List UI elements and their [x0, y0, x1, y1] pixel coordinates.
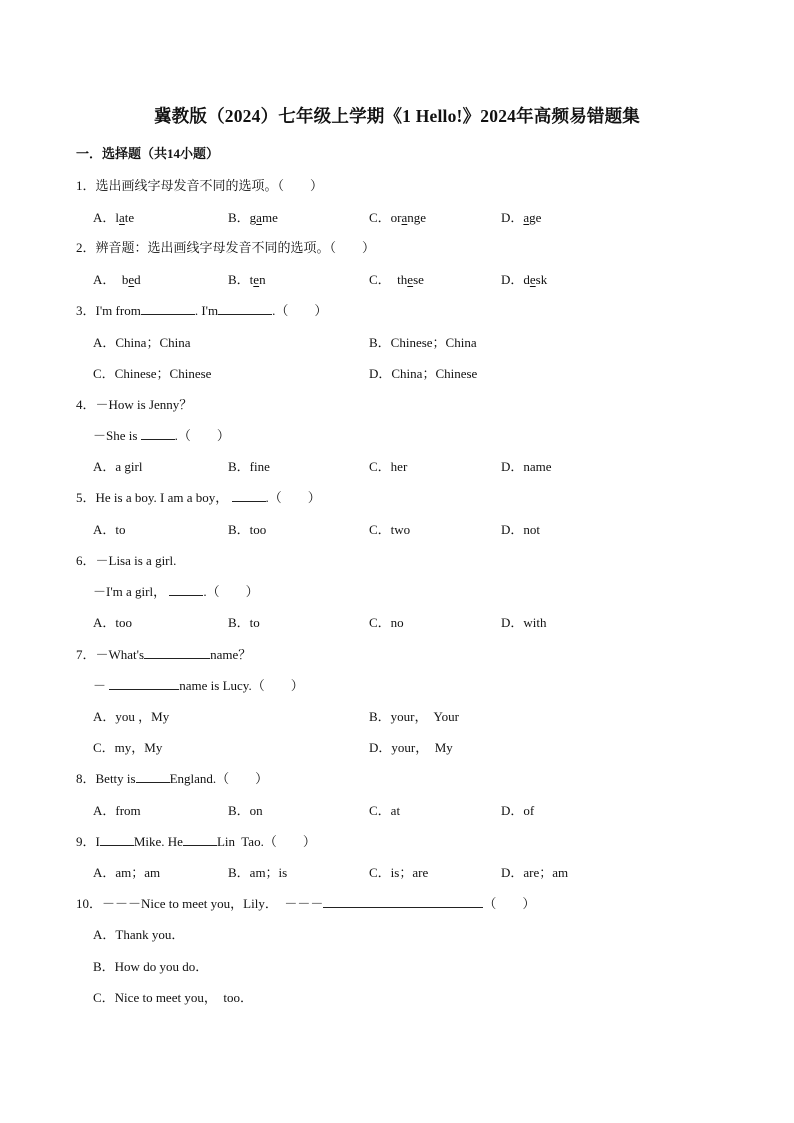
question-3-option-b[interactable]: B．Chinese；China — [369, 335, 477, 350]
question-6-stem: 6．－Lisa is a girl. — [76, 553, 177, 568]
question-10-option-a[interactable]: A．Thank you． — [93, 927, 185, 942]
question-9-option-b[interactable]: B．am；is — [228, 865, 288, 880]
question-5-stem: 5．He is a boy. I am a boy， .（ ） — [76, 490, 321, 505]
question-6-option-a[interactable]: A．too — [93, 615, 133, 630]
question-7-stem: 7．－What's name？ — [76, 647, 252, 662]
question-7-option-b[interactable]: B．your， Your — [369, 709, 459, 724]
question-8-option-c[interactable]: C．at — [369, 803, 401, 818]
question-6-option-b[interactable]: B．to — [228, 615, 260, 630]
question-8-stem: 8．Betty is England.（ ） — [76, 771, 269, 786]
question-9-stem: 9．I Mike. He Lin Tao.（ ） — [76, 834, 316, 849]
question-1-option-d[interactable]: D．age — [501, 210, 542, 225]
question-4-stem: 4．－How is Jenny？ — [76, 397, 193, 412]
question-4-option-c[interactable]: C．her — [369, 459, 408, 474]
question-6-option-c[interactable]: C．no — [369, 615, 404, 630]
question-5-option-b[interactable]: B．too — [228, 522, 267, 537]
question-2-option-b[interactable]: B．ten — [228, 272, 266, 287]
question-10-option-b[interactable]: B．How do you do． — [93, 959, 209, 974]
question-3-stem: 3．I'm from . I'm .（ ） — [76, 303, 328, 318]
question-8-option-a[interactable]: A．from — [93, 803, 141, 818]
question-7-option-d[interactable]: D．your， My — [369, 740, 453, 755]
question-7-response: － name is Lucy.（ ） — [93, 678, 304, 693]
question-3-option-a[interactable]: A．China；China — [93, 335, 191, 350]
question-2-option-d[interactable]: D．desk — [501, 272, 548, 287]
question-4-option-a[interactable]: A．a girl — [93, 459, 143, 474]
question-10-option-c[interactable]: C．Nice to meet you， too． — [93, 990, 253, 1005]
question-4-response: －She is .（ ） — [93, 428, 230, 443]
question-7-option-a[interactable]: A．you ，My — [93, 709, 170, 724]
question-1-option-c[interactable]: C．orange — [369, 210, 427, 225]
question-8-option-d[interactable]: D．of — [501, 803, 535, 818]
question-8-option-b[interactable]: B．on — [228, 803, 263, 818]
page-title: 冀教版（2024）七年级上学期《1 Hello!》2024年高频易错题集 — [153, 106, 640, 126]
question-6-option-d[interactable]: D．with — [501, 615, 547, 630]
question-5-option-d[interactable]: D．not — [501, 522, 541, 537]
question-9-option-d[interactable]: D．are；am — [501, 865, 569, 880]
question-1-stem: 1．选出画线字母发音不同的选项。（ ） — [76, 178, 324, 193]
question-6-response: －I'm a girl， .（ ） — [93, 584, 259, 599]
question-2-option-a[interactable]: A． bed — [93, 272, 141, 287]
question-4-option-b[interactable]: B．fine — [228, 459, 270, 474]
section-heading: 一．选择题（共14小题） — [76, 146, 220, 161]
question-1-option-b[interactable]: B．game — [228, 210, 278, 225]
question-7-option-c[interactable]: C．my，My — [93, 740, 163, 755]
question-4-option-d[interactable]: D．name — [501, 459, 552, 474]
question-2-option-c[interactable]: C． these — [369, 272, 424, 287]
question-5-option-c[interactable]: C．two — [369, 522, 411, 537]
question-2-stem: 2．辨音题：选出画线字母发音不同的选项。（ ） — [76, 240, 376, 255]
question-5-option-a[interactable]: A．to — [93, 522, 126, 537]
question-1-option-a[interactable]: A．late — [93, 210, 135, 225]
question-9-option-a[interactable]: A．am；am — [93, 865, 161, 880]
question-3-option-d[interactable]: D．China；Chinese — [369, 366, 478, 381]
question-10-stem: 10．－－－Nice to meet you，Lily． －－－ （ ） — [76, 896, 536, 911]
question-9-option-c[interactable]: C．is；are — [369, 865, 429, 880]
question-3-option-c[interactable]: C．Chinese；Chinese — [93, 366, 212, 381]
